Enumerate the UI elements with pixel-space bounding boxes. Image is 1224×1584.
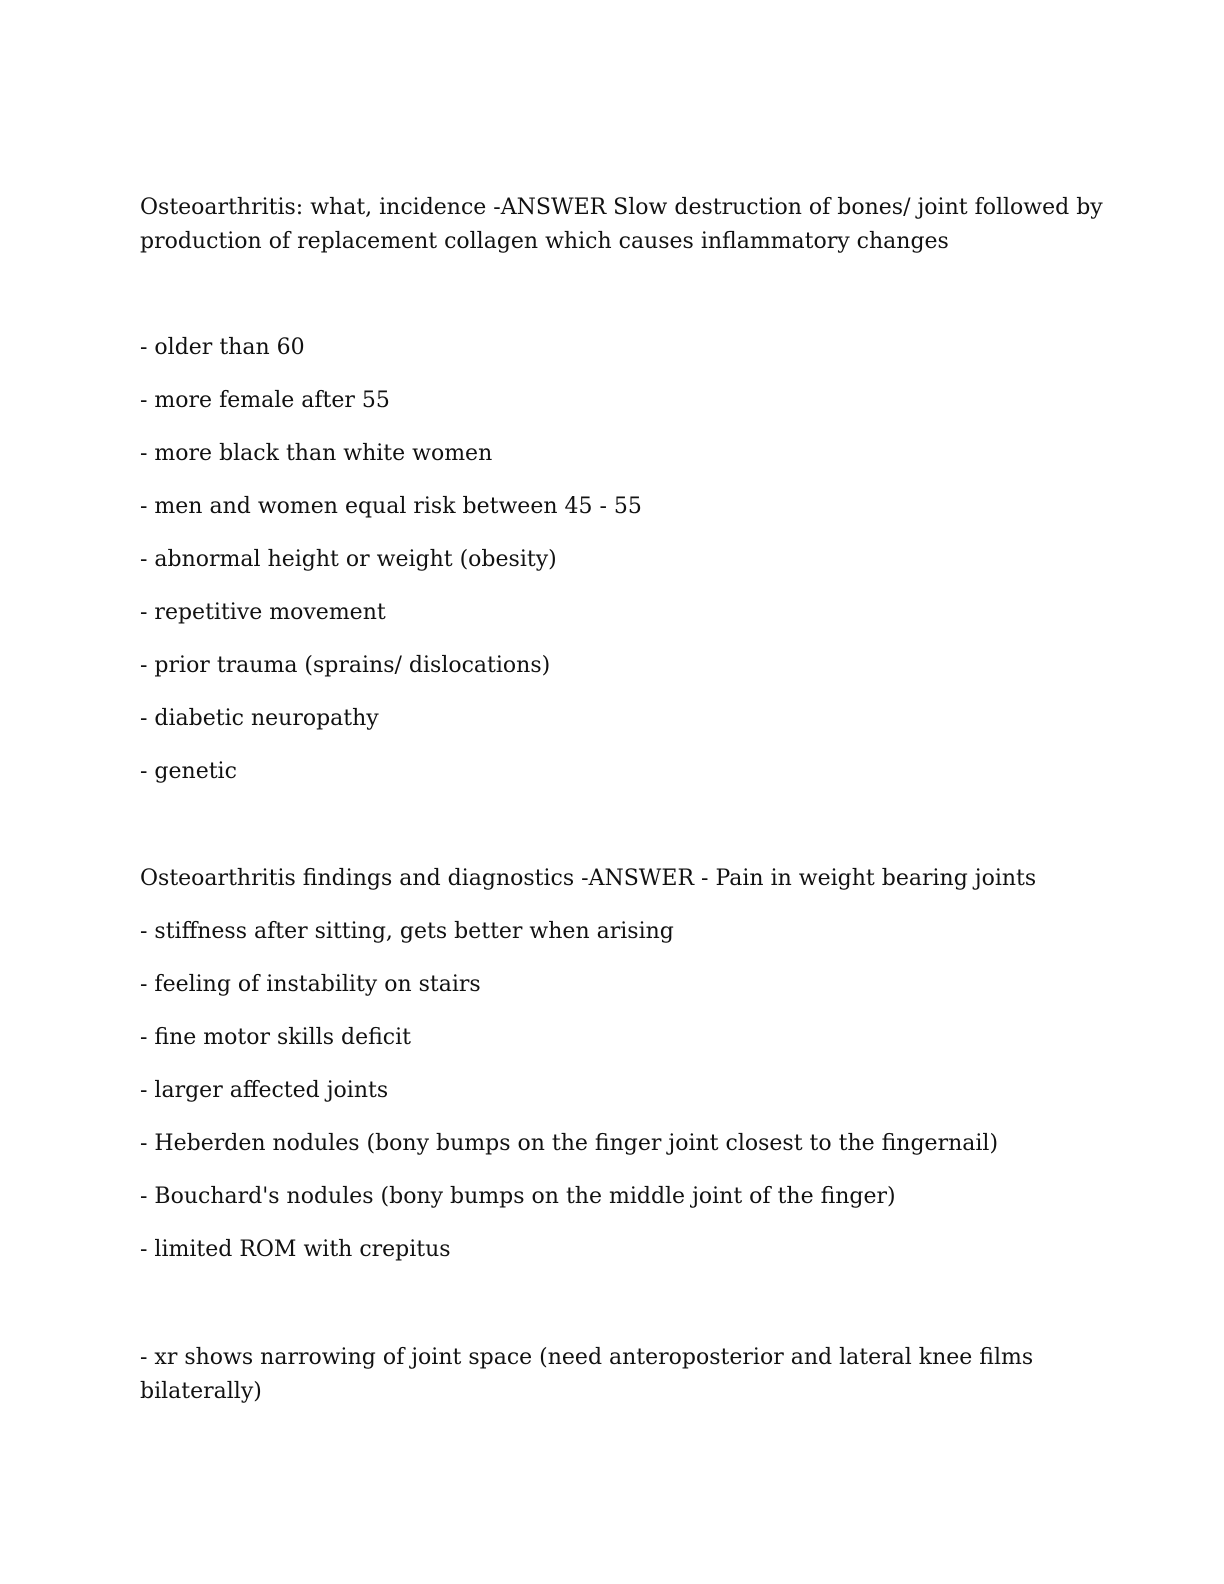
question-1-line-2: production of replacement collagen which causes inflammatory changes bbox=[140, 229, 949, 254]
xr-finding-line-2: bilaterally) bbox=[140, 1379, 262, 1404]
list-item: - Heberden nodules (bony bumps on the finger joint closest to the fingernail) bbox=[140, 1131, 999, 1156]
list-item: - repetitive movement bbox=[140, 600, 386, 625]
list-item: - larger affected joints bbox=[140, 1078, 389, 1103]
list-item: - stiffness after sitting, gets better when arising bbox=[140, 919, 674, 944]
list-item: - abnormal height or weight (obesity) bbox=[140, 547, 557, 572]
list-item: - feeling of instability on stairs bbox=[140, 972, 481, 997]
list-item: - genetic bbox=[140, 759, 237, 784]
list-item: - diabetic neuropathy bbox=[140, 706, 379, 731]
list-item: - more female after 55 bbox=[140, 388, 390, 413]
list-item: - fine motor skills deficit bbox=[140, 1025, 411, 1050]
list-item: - older than 60 bbox=[140, 335, 305, 360]
list-item: - men and women equal risk between 45 - 55 bbox=[140, 494, 642, 519]
list-item: - Bouchard's nodules (bony bumps on the middle joint of the finger) bbox=[140, 1184, 896, 1209]
xr-finding-line-1: - xr shows narrowing of joint space (need anteroposterior and lateral knee films bbox=[140, 1345, 1034, 1370]
question-1-line-1: Osteoarthritis: what, incidence -ANSWER Slow destruction of bones/ joint followed by bbox=[140, 195, 1103, 220]
list-item: - more black than white women bbox=[140, 441, 493, 466]
list-item: - limited ROM with crepitus bbox=[140, 1237, 451, 1262]
question-2-heading: Osteoarthritis findings and diagnostics -ANSWER - Pain in weight bearing joints bbox=[140, 866, 1037, 891]
list-item: - prior trauma (sprains/ dislocations) bbox=[140, 653, 551, 678]
